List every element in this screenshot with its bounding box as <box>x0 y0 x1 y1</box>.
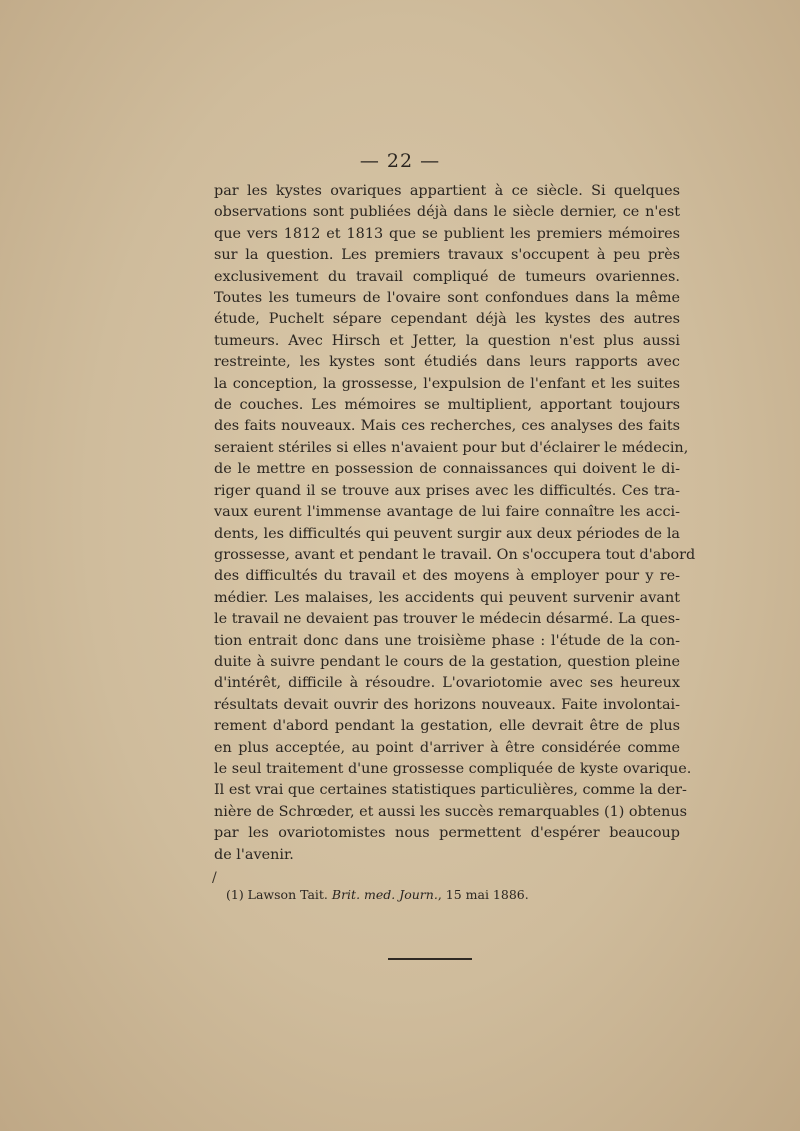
text-line: résultats devait ouvrir des horizons nouveaux. Faite involontai- <box>214 696 680 713</box>
footnote-suffix: , 15 mai 1886. <box>437 887 529 902</box>
text-line: médier. Les malaises, les accidents qui peuvent survenir avant <box>214 589 680 606</box>
text-line: restreinte, les kystes sont étudiés dans leurs rapports avec <box>214 354 680 371</box>
text-line: de l'avenir. <box>214 846 294 863</box>
stray-mark: / <box>212 870 217 886</box>
text-line: la conception, la grossesse, l'expulsion de l'enfant et les suites <box>214 375 680 392</box>
body-text <box>214 181 696 866</box>
text-line: Il est vrai que certaines statistiques particulières, comme la der- <box>214 782 687 799</box>
text-line: par les ovariotomistes nous permettent d'espérer beaucoup <box>214 825 680 842</box>
text-line: observations sont publiées déjà dans le siècle dernier, ce n'est <box>214 204 680 221</box>
text-line: tumeurs. Avec Hirsch et Jetter, la question n'est plus aussi <box>214 332 680 349</box>
text-line: duite à suivre pendant le cours de la gestation, question pleine <box>214 653 680 670</box>
text-line: le travail ne devaient pas trouver le médecin désarmé. La ques- <box>214 611 680 628</box>
text-line: des difficultés du travail et des moyens à employer pour y re- <box>214 568 680 585</box>
text-line: riger quand il se trouve aux prises avec les difficultés. Ces tra- <box>214 482 680 499</box>
footnote-journal: Brit. med. Journ. <box>331 887 438 902</box>
text-line: de couches. Les mémoires se multiplient, apportant toujours <box>214 397 680 414</box>
text-line: le seul traitement d'une grossesse compliquée de kyste ovarique. <box>214 760 692 777</box>
text-line: dents, les difficultés qui peuvent surgir aux deux périodes de la <box>214 525 680 542</box>
end-rule <box>388 958 472 960</box>
text-line: étude, Puchelt sépare cependant déjà les kystes des autres <box>214 311 680 328</box>
footnote <box>226 886 686 904</box>
text-line: exclusivement du travail compliqué de tumeurs ovariennes. <box>214 268 680 285</box>
text-line: sur la question. Les premiers travaux s'occupent à peu près <box>214 247 680 264</box>
page-number: — 22 — <box>359 150 441 172</box>
text-line: en plus acceptée, au point d'arriver à être considérée comme <box>214 739 680 756</box>
text-line: d'intérêt, difficile à résoudre. L'ovariotomie avec ses heureux <box>214 675 680 692</box>
footnote-prefix: (1) Lawson Tait. <box>226 887 332 902</box>
text-line: vaux eurent l'immense avantage de lui faire connaître les acci- <box>214 504 680 521</box>
text-line: que vers 1812 et 1813 que se publient les premiers mémoires <box>214 225 680 242</box>
text-line: par les kystes ovariques appartient à ce siècle. Si quelques <box>214 183 680 199</box>
text-line: de le mettre en possession de connaissances qui doivent le di- <box>214 461 680 478</box>
text-line: Toutes les tumeurs de l'ovaire sont confondues dans la même <box>214 290 680 307</box>
text-line: rement d'abord pendant la gestation, elle devrait être de plus <box>214 718 680 735</box>
text-line: des faits nouveaux. Mais ces recherches, ces analyses des faits <box>214 418 680 435</box>
text-line: grossesse, avant et pendant le travail. On s'occupera tout d'abord <box>214 546 696 563</box>
text-line: seraient stériles si elles n'avaient pour but d'éclairer le médecin, <box>214 439 689 456</box>
text-line: tion entrait donc dans une troisième phase : l'étude de la con- <box>214 632 680 649</box>
text-line: nière de Schrœder, et aussi les succès remarquables (1) obtenus <box>214 803 688 820</box>
